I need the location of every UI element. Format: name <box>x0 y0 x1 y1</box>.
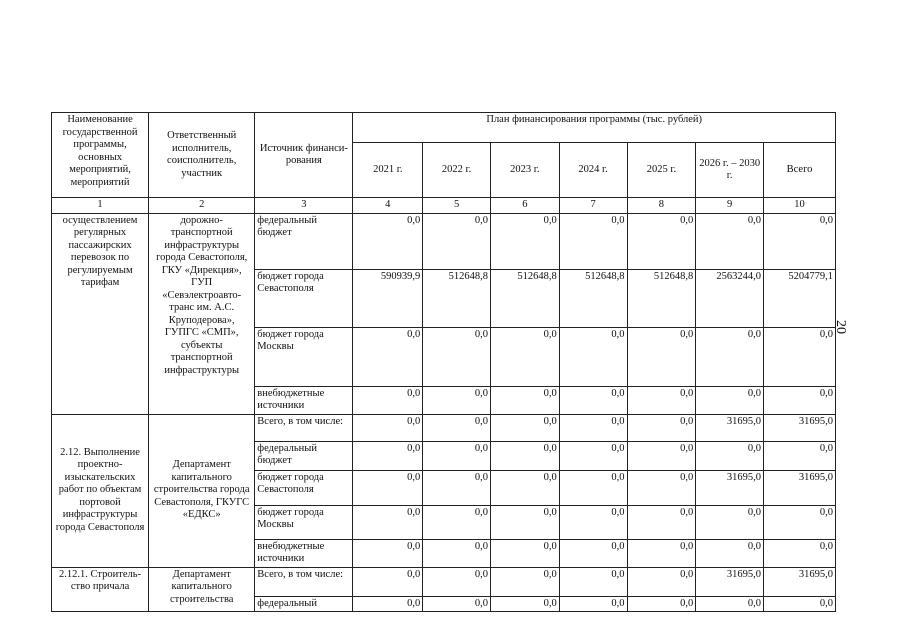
year-value: 512648,8 <box>559 269 627 327</box>
year-value: 0,0 <box>423 386 491 414</box>
header-year: 2025 г. <box>627 143 696 198</box>
year-value: 0,0 <box>423 505 491 539</box>
column-number: 8 <box>627 198 696 214</box>
activity-name: осуществлением регулярных пассажирских перевозок по регулируемым тарифам <box>52 213 149 414</box>
column-number: 7 <box>559 198 627 214</box>
total-value: 5204779,1 <box>764 269 836 327</box>
column-number: 10 <box>764 198 836 214</box>
year-value: 0,0 <box>696 505 764 539</box>
table-row <box>52 567 836 596</box>
year-value: 0,0 <box>559 567 627 596</box>
year-value: 0,0 <box>423 470 491 505</box>
total-value: 31695,0 <box>764 470 836 505</box>
year-value: 0,0 <box>559 327 627 386</box>
column-number: 4 <box>353 198 423 214</box>
year-value: 0,0 <box>353 567 423 596</box>
total-value: 0,0 <box>764 505 836 539</box>
table-body <box>52 113 836 612</box>
year-value: 0,0 <box>353 470 423 505</box>
table-row <box>52 414 836 441</box>
year-value: 0,0 <box>423 596 491 612</box>
year-value: 0,0 <box>696 539 764 567</box>
header-executor: Ответственный исполнитель, соисполнитель, участник <box>149 113 255 198</box>
year-value: 0,0 <box>490 505 559 539</box>
header-total: Всего <box>764 143 836 198</box>
funding-source: бюджет города Москвы <box>255 327 353 386</box>
year-value: 0,0 <box>559 596 627 612</box>
year-value: 0,0 <box>627 441 696 470</box>
year-value: 0,0 <box>490 539 559 567</box>
funding-source: бюджет города Севастополя <box>255 269 353 327</box>
year-value: 0,0 <box>696 213 764 269</box>
page-number: 20 <box>833 320 848 334</box>
header-source: Источник финанси-рования <box>255 113 353 198</box>
funding-source: федеральный бюджет <box>255 213 353 269</box>
column-number: 1 <box>52 198 149 214</box>
year-value: 0,0 <box>696 386 764 414</box>
year-value: 0,0 <box>559 414 627 441</box>
year-value: 0,0 <box>423 567 491 596</box>
responsible-executor: дорожно-транспортной инфраструктуры города Севастополя, ГКУ «Дирекция», ГУП «Севэлектроавто-транс им. А.С. Круподерова», ГУПГС «СМП», субъекты транспортной инфраструктуры <box>149 213 255 414</box>
column-number: 3 <box>255 198 353 214</box>
header-year: 2021 г. <box>353 143 423 198</box>
funding-source: бюджет города Севастополя <box>255 470 353 505</box>
column-number-row <box>52 198 836 214</box>
total-value: 0,0 <box>764 386 836 414</box>
year-value: 0,0 <box>490 441 559 470</box>
year-value: 0,0 <box>627 414 696 441</box>
year-value: 0,0 <box>559 505 627 539</box>
year-value: 0,0 <box>353 596 423 612</box>
year-value: 0,0 <box>353 539 423 567</box>
year-value: 512648,8 <box>490 269 559 327</box>
total-value: 0,0 <box>764 441 836 470</box>
funding-source: федеральный бюджет <box>255 441 353 470</box>
year-value: 0,0 <box>353 213 423 269</box>
responsible-executor: Департамент капитального строительства <box>149 567 255 612</box>
year-value: 0,0 <box>490 213 559 269</box>
year-value: 0,0 <box>627 539 696 567</box>
funding-source: Всего, в том числе: <box>255 414 353 441</box>
total-value: 0,0 <box>764 596 836 612</box>
year-value: 0,0 <box>490 596 559 612</box>
column-number: 6 <box>490 198 559 214</box>
total-value: 0,0 <box>764 539 836 567</box>
year-value: 0,0 <box>627 596 696 612</box>
total-value: 0,0 <box>764 327 836 386</box>
year-value: 0,0 <box>353 327 423 386</box>
year-value: 31695,0 <box>696 414 764 441</box>
funding-source: Всего, в том числе: <box>255 567 353 596</box>
year-value: 0,0 <box>423 441 491 470</box>
year-value: 0,0 <box>423 213 491 269</box>
year-value: 0,0 <box>423 327 491 386</box>
financing-table <box>51 112 836 612</box>
year-value: 31695,0 <box>696 470 764 505</box>
funding-source: внебюджетные источники <box>255 539 353 567</box>
year-value: 0,0 <box>696 327 764 386</box>
year-value: 0,0 <box>696 441 764 470</box>
header-year: 2026 г. – 2030 г. <box>696 143 764 198</box>
year-value: 0,0 <box>353 386 423 414</box>
header-year: 2024 г. <box>559 143 627 198</box>
year-value: 0,0 <box>490 470 559 505</box>
year-value: 0,0 <box>559 213 627 269</box>
column-number: 9 <box>696 198 764 214</box>
total-value: 0,0 <box>764 213 836 269</box>
year-value: 0,0 <box>490 414 559 441</box>
funding-source: внебюджетные источники <box>255 386 353 414</box>
year-value: 0,0 <box>353 505 423 539</box>
year-value: 0,0 <box>559 539 627 567</box>
year-value: 0,0 <box>423 539 491 567</box>
year-value: 31695,0 <box>696 567 764 596</box>
year-value: 0,0 <box>696 596 764 612</box>
activity-name: 2.12.1. Строитель-ство причала <box>52 567 149 612</box>
funding-source: федеральный <box>255 596 353 612</box>
header-plan: План финансирования программы (тыс. рублей) <box>353 113 836 143</box>
column-number: 5 <box>423 198 491 214</box>
year-value: 590939,9 <box>353 269 423 327</box>
year-value: 2563244,0 <box>696 269 764 327</box>
year-value: 0,0 <box>627 386 696 414</box>
total-value: 31695,0 <box>764 567 836 596</box>
year-value: 0,0 <box>627 505 696 539</box>
activity-name: 2.12. Выполнение проектно-изыскательских работ по объектам портовой инфраструктуры города Севастополя <box>52 414 149 567</box>
header-year: 2023 г. <box>490 143 559 198</box>
year-value: 0,0 <box>423 414 491 441</box>
responsible-executor: Департамент капитального строительства города Севастополя, ГКУГС «ЕДКС» <box>149 414 255 567</box>
year-value: 512648,8 <box>423 269 491 327</box>
column-number: 2 <box>149 198 255 214</box>
year-value: 0,0 <box>559 386 627 414</box>
table-row <box>52 213 836 269</box>
funding-source: бюджет города Москвы <box>255 505 353 539</box>
year-value: 0,0 <box>627 213 696 269</box>
year-value: 0,0 <box>353 441 423 470</box>
total-value: 31695,0 <box>764 414 836 441</box>
year-value: 0,0 <box>490 327 559 386</box>
year-value: 0,0 <box>490 386 559 414</box>
year-value: 0,0 <box>627 470 696 505</box>
year-value: 0,0 <box>490 567 559 596</box>
header-name: Наименование государственной программы, основных мероприятий, мероприятий <box>52 113 149 198</box>
year-value: 0,0 <box>353 414 423 441</box>
header-year: 2022 г. <box>423 143 491 198</box>
year-value: 0,0 <box>627 327 696 386</box>
year-value: 0,0 <box>627 567 696 596</box>
year-value: 0,0 <box>559 470 627 505</box>
year-value: 512648,8 <box>627 269 696 327</box>
year-value: 0,0 <box>559 441 627 470</box>
